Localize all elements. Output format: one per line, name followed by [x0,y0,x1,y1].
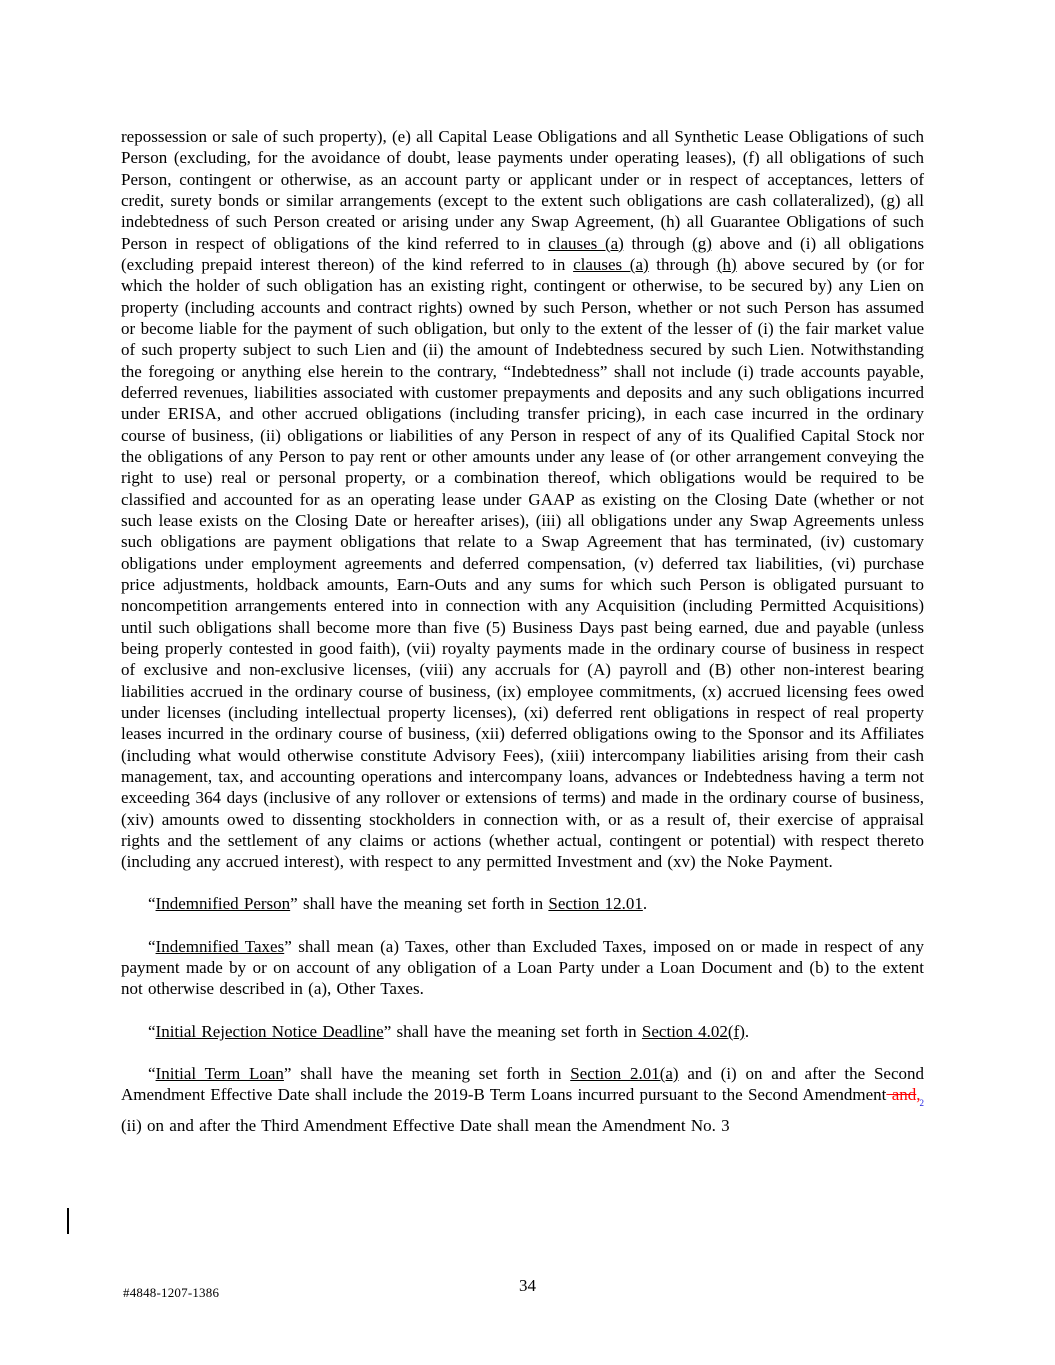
subscript-blue-text: 2 [919,1098,925,1109]
text-segment: “ [148,1021,156,1041]
text-segment: through [648,254,717,274]
underline-text: (g) [692,233,712,253]
underline-text: Initial Rejection Notice Deadline [155,1021,384,1041]
text-segment: “ [148,894,156,914]
underline-text: Section 4.02(f) [641,1021,745,1041]
text-segment: ” shall have the meaning set forth in [383,1021,642,1041]
strike-red-text: and [886,1085,917,1105]
underline-text: clauses (a) [573,254,649,274]
underline-text: Section 2.01(a) [570,1064,679,1084]
text-segment: repossession or sale of such property), (e) all Capital Lease Obligations and all Synthetic Lease Obligations of such Person (excluding, for the avoidance of doubt, lease payments under operating leases), (f) all obligations of such Person, contingent or otherwise, as an account party or applicant under or in respect of acceptances, letters of credit, surety bonds or similar arrangements (except to the extent such obligations are cash collateralized), (g) all indebtedness of such Person created or arising under any Swap Agreement, (h) all Guarantee Obligations of such Person in respect of obligations of the kind referred to in [121,127,924,253]
underline-text: Indemnified Taxes [155,936,285,956]
text-segment: above and (i) all obligations (excluding prepaid interest thereon) of the kind referred to in [121,233,924,274]
text-segment: through [623,233,693,253]
underline-text: (h) [716,254,737,274]
underline-text: clauses (a) [548,233,624,253]
underline-text: Initial Term Loan [155,1064,284,1084]
text-segment: . [744,1021,750,1041]
text-segment: ” shall have the meaning set forth in [283,1064,571,1084]
text-segment: (ii) on and after the Third Amendment Effective Date shall mean the Amendment No. 3 [121,1115,730,1135]
indebtedness-definition-continuation [121,126,924,872]
text-segment: “ [148,936,156,956]
red-text: , [916,1085,921,1105]
underline-text: Indemnified Person [155,894,291,914]
document-body [121,126,924,1157]
document-control-number: #4848-1207-1386 [123,1285,220,1300]
text-segment: and (i) on and after the Second Amendment Effective Date shall include the 2019-B Term Loans incurred pursuant to the Second Amendment [121,1064,925,1105]
initial-term-loan-definition [121,1063,924,1136]
indemnified-taxes-definition [121,936,924,1000]
revision-change-bar [67,1208,69,1234]
text-segment: ” shall mean (a) Taxes, other than Excluded Taxes, imposed on or made in respect of any payment made by or on account of any obligation of a Loan Party under a Loan Document and (b) to the extent not otherwise described in (a), Other Taxes. [121,936,924,999]
text-segment: . [642,894,648,914]
initial-rejection-notice-deadline-definition [121,1021,924,1042]
text-segment: ” shall have the meaning set forth in [290,894,549,914]
text-segment: above secured by (or for which the holder of such obligation has an existing right, contingent or otherwise, to be secured by) any Lien on property (including accounts and contract rights) owned by such Person, whether or not such Person has assumed or become liable for the payment of such obligation, but only to the extent of the lesser of (i) the fair market value of such property subject to such Lien and (ii) the amount of Indebtedness secured by such Lien. Notwithstanding the foregoing or anything else herein to the contrary, “Indebtedness” shall not include (i) trade accounts payable, deferred revenues, liabilities associated with customer prepayments and deposits and any such obligations incurred under ERISA, and other accrued obligations (including transfer pricing), in each case incurred in the ordinary course of business, (ii) obligations or liabilities of any Person in respect of any of its Qualified Capital Stock nor the obligations of any Person to pay rent or other amounts under any lease of (or other arrangement conveying the right to use) real or personal property, or a combination thereof, which obligations would be required to be classified and accounted for as an operating lease under GAAP as existing on the Closing Date (whether or not such lease exists on the Closing Date or hereafter arises), (iii) all obligations under any Swap Agreements unless such obligations are payment obligations that relate to a Swap Agreement that has terminated, (iv) customary obligations under employment agreements and deferred compensation, (v) deferred tax liabilities, (vi) purchase price adjustments, holdback amounts, Earn-Outs and any sums for which such Person is obligated pursuant to noncompetition arrangements entered into in connection with any Acquisition (including Permitted Acquisitions) until such obligations shall become more than five (5) Business Days past being earned, due and payable (unless being properly contested in good faith), (vii) royalty payments made in the ordinary course of business in respect of exclusive and non-exclusive licenses, (viii) any accruals for (A) payroll and (B) other non-interest bearing liabilities accrued in the ordinary course of business, (ix) employee commitments, (x) accrued licensing fees owed under licenses (including intellectual property licenses), (xi) deferred rent obligations in respect of real property leases incurred in the ordinary course of business, (xii) deferred obligations owing to the Sponsor and its Affiliates (including what would otherwise constitute Advisory Fees), (xiii) intercompany liabilities arising from their cash management, tax, and accounting operations and intercompany loans, advances or Indebtedness having a term not exceeding 364 days (inclusive of any rollover or extensions of terms) and made in the ordinary course of business, (xiv) amounts owed to dissenting stockholders in connection with, or as a result of, their exercise of appraisal rights and the settlement of any claims or actions (whether actual, contingent or potential) with respect thereto (including any accrued interest), with respect to any permitted Investment and (xv) the Noke Payment. [121,254,924,872]
underline-text: Section 12.01 [548,894,643,914]
indemnified-person-definition [121,893,924,914]
text-segment: “ [148,1064,156,1084]
page-number: 34 [519,1276,536,1295]
